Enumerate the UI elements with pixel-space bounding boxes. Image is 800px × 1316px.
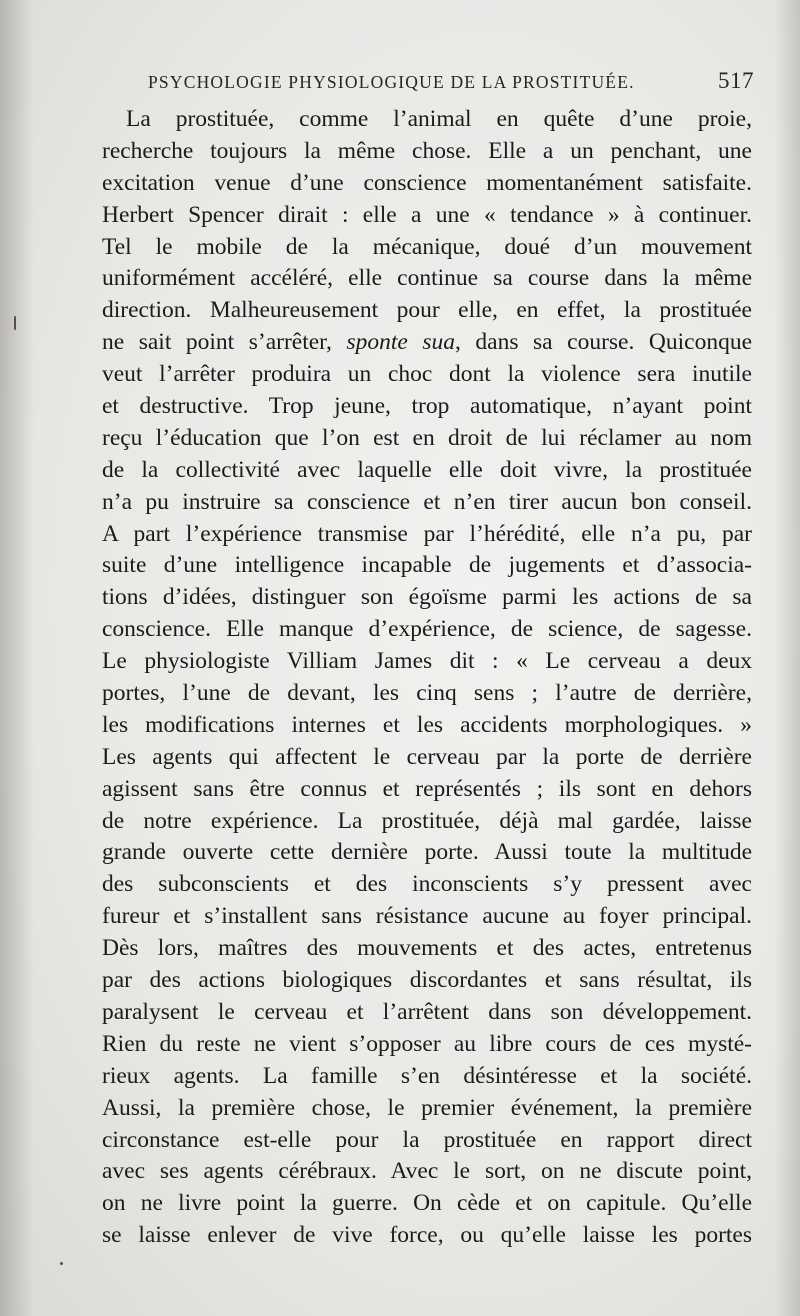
text-line: des subconscients et des inconscients s’y pressent avec [102,871,752,898]
text-line: agissent sans être connus et représentés ; ils sont en dehors [102,775,752,802]
print-speck [60,1262,63,1265]
text-line: uniformément accéléré, elle continue sa course dans la même [102,265,752,292]
text-line: paralysent le cerveau et l’arrêtent dans son développement. [102,998,752,1025]
text-line: circonstance est-elle pour la prostituée en rapport direct [102,1126,752,1153]
text-line: tions d’idées, distinguer son égoïsme parmi les actions de sa [102,584,752,611]
text-line: veut l’arrêter produira un choc dont la violence sera inutile [102,361,752,388]
text-line: Dès lors, maîtres des mouvements et des actes, entretenus [102,935,752,962]
text-line: Rien du reste ne vient s’opposer au libre cours de ces mysté- [102,1030,752,1057]
running-title: PSYCHOLOGIE PHYSIOLOGIQUE DE LA PROSTITUÉE. [148,72,635,92]
text-line: recherche toujours la même chose. Elle a un penchant, une [102,137,752,164]
running-header [148,66,754,102]
text-line [102,327,752,359]
print-speck [14,316,16,330]
text-line: fureur et s’installent sans résistance aucune au foyer principal. [102,903,752,930]
text-line: Herbert Spencer dirait : elle a une « tendance » à continuer. [102,201,752,228]
text-line: suite d’une intelligence incapable de jugements et d’associa- [102,552,752,579]
text-line: conscience. Elle manque d’expérience, de science, de sagesse. [102,616,752,643]
text-line: La prostituée, comme l’animal en quête d’une proie, [126,106,752,132]
text-line: n’a pu instruire sa conscience et n’en tirer aucun bon conseil. [102,488,752,515]
page-edge-shadow-left [0,0,34,1316]
text-line: Le physiologiste Villiam James dit : « Le cerveau a deux [102,648,752,675]
text-line: A part l’expérience transmise par l’hérédité, elle n’a pu, par [102,520,752,547]
text-line: de notre expérience. La prostituée, déjà mal gardée, laisse [102,807,752,834]
text-line: grande ouverte cette dernière porte. Aussi toute la multitude [102,839,752,866]
text-line: et destructive. Trop jeune, trop automatique, n’ayant point [102,393,752,420]
text-line: portes, l’une de devant, les cinq sens ; l’autre de derrière, [102,680,752,707]
text-line: on ne livre point la guerre. On cède et on capitule. Qu’elle [102,1190,752,1217]
text-line: Tel le mobile de la mécanique, doué d’un mouvement [102,233,752,260]
text-line: excitation venue d’une conscience momentanément satisfaite. [102,169,752,196]
text-line: par des actions biologiques discordantes et sans résultat, ils [102,967,752,994]
text-line: rieux agents. La famille s’en désintéresse et la société. [102,1062,752,1089]
italic-latin-phrase: sponte sua [346,329,456,356]
text-line: se laisse enlever de vive force, ou qu’elle laisse les portes [102,1222,752,1249]
text-segment: ne sait point s’arrêter, [102,329,347,356]
body-paragraph [102,104,752,1252]
text-line: Aussi, la première chose, le premier événement, la première [102,1094,752,1121]
text-line: avec ses agents cérébraux. Avec le sort, on ne discute point, [102,1158,752,1185]
text-segment: , dans sa course. Quiconque [455,329,752,356]
text-line: direction. Malheureusement pour elle, en effet, la prostituée [102,297,752,324]
text-line: Les agents qui affectent le cerveau par la porte de derrière [102,743,752,770]
page-number: 517 [718,68,754,93]
text-line: de la collectivité avec laquelle elle doit vivre, la prostituée [102,456,752,483]
text-line: reçu l’éducation que l’on est en droit de lui réclamer au nom [102,424,752,451]
text-line: les modifications internes et les accidents morphologiques. » [102,711,752,738]
page-edge-shadow-right [774,0,800,1316]
